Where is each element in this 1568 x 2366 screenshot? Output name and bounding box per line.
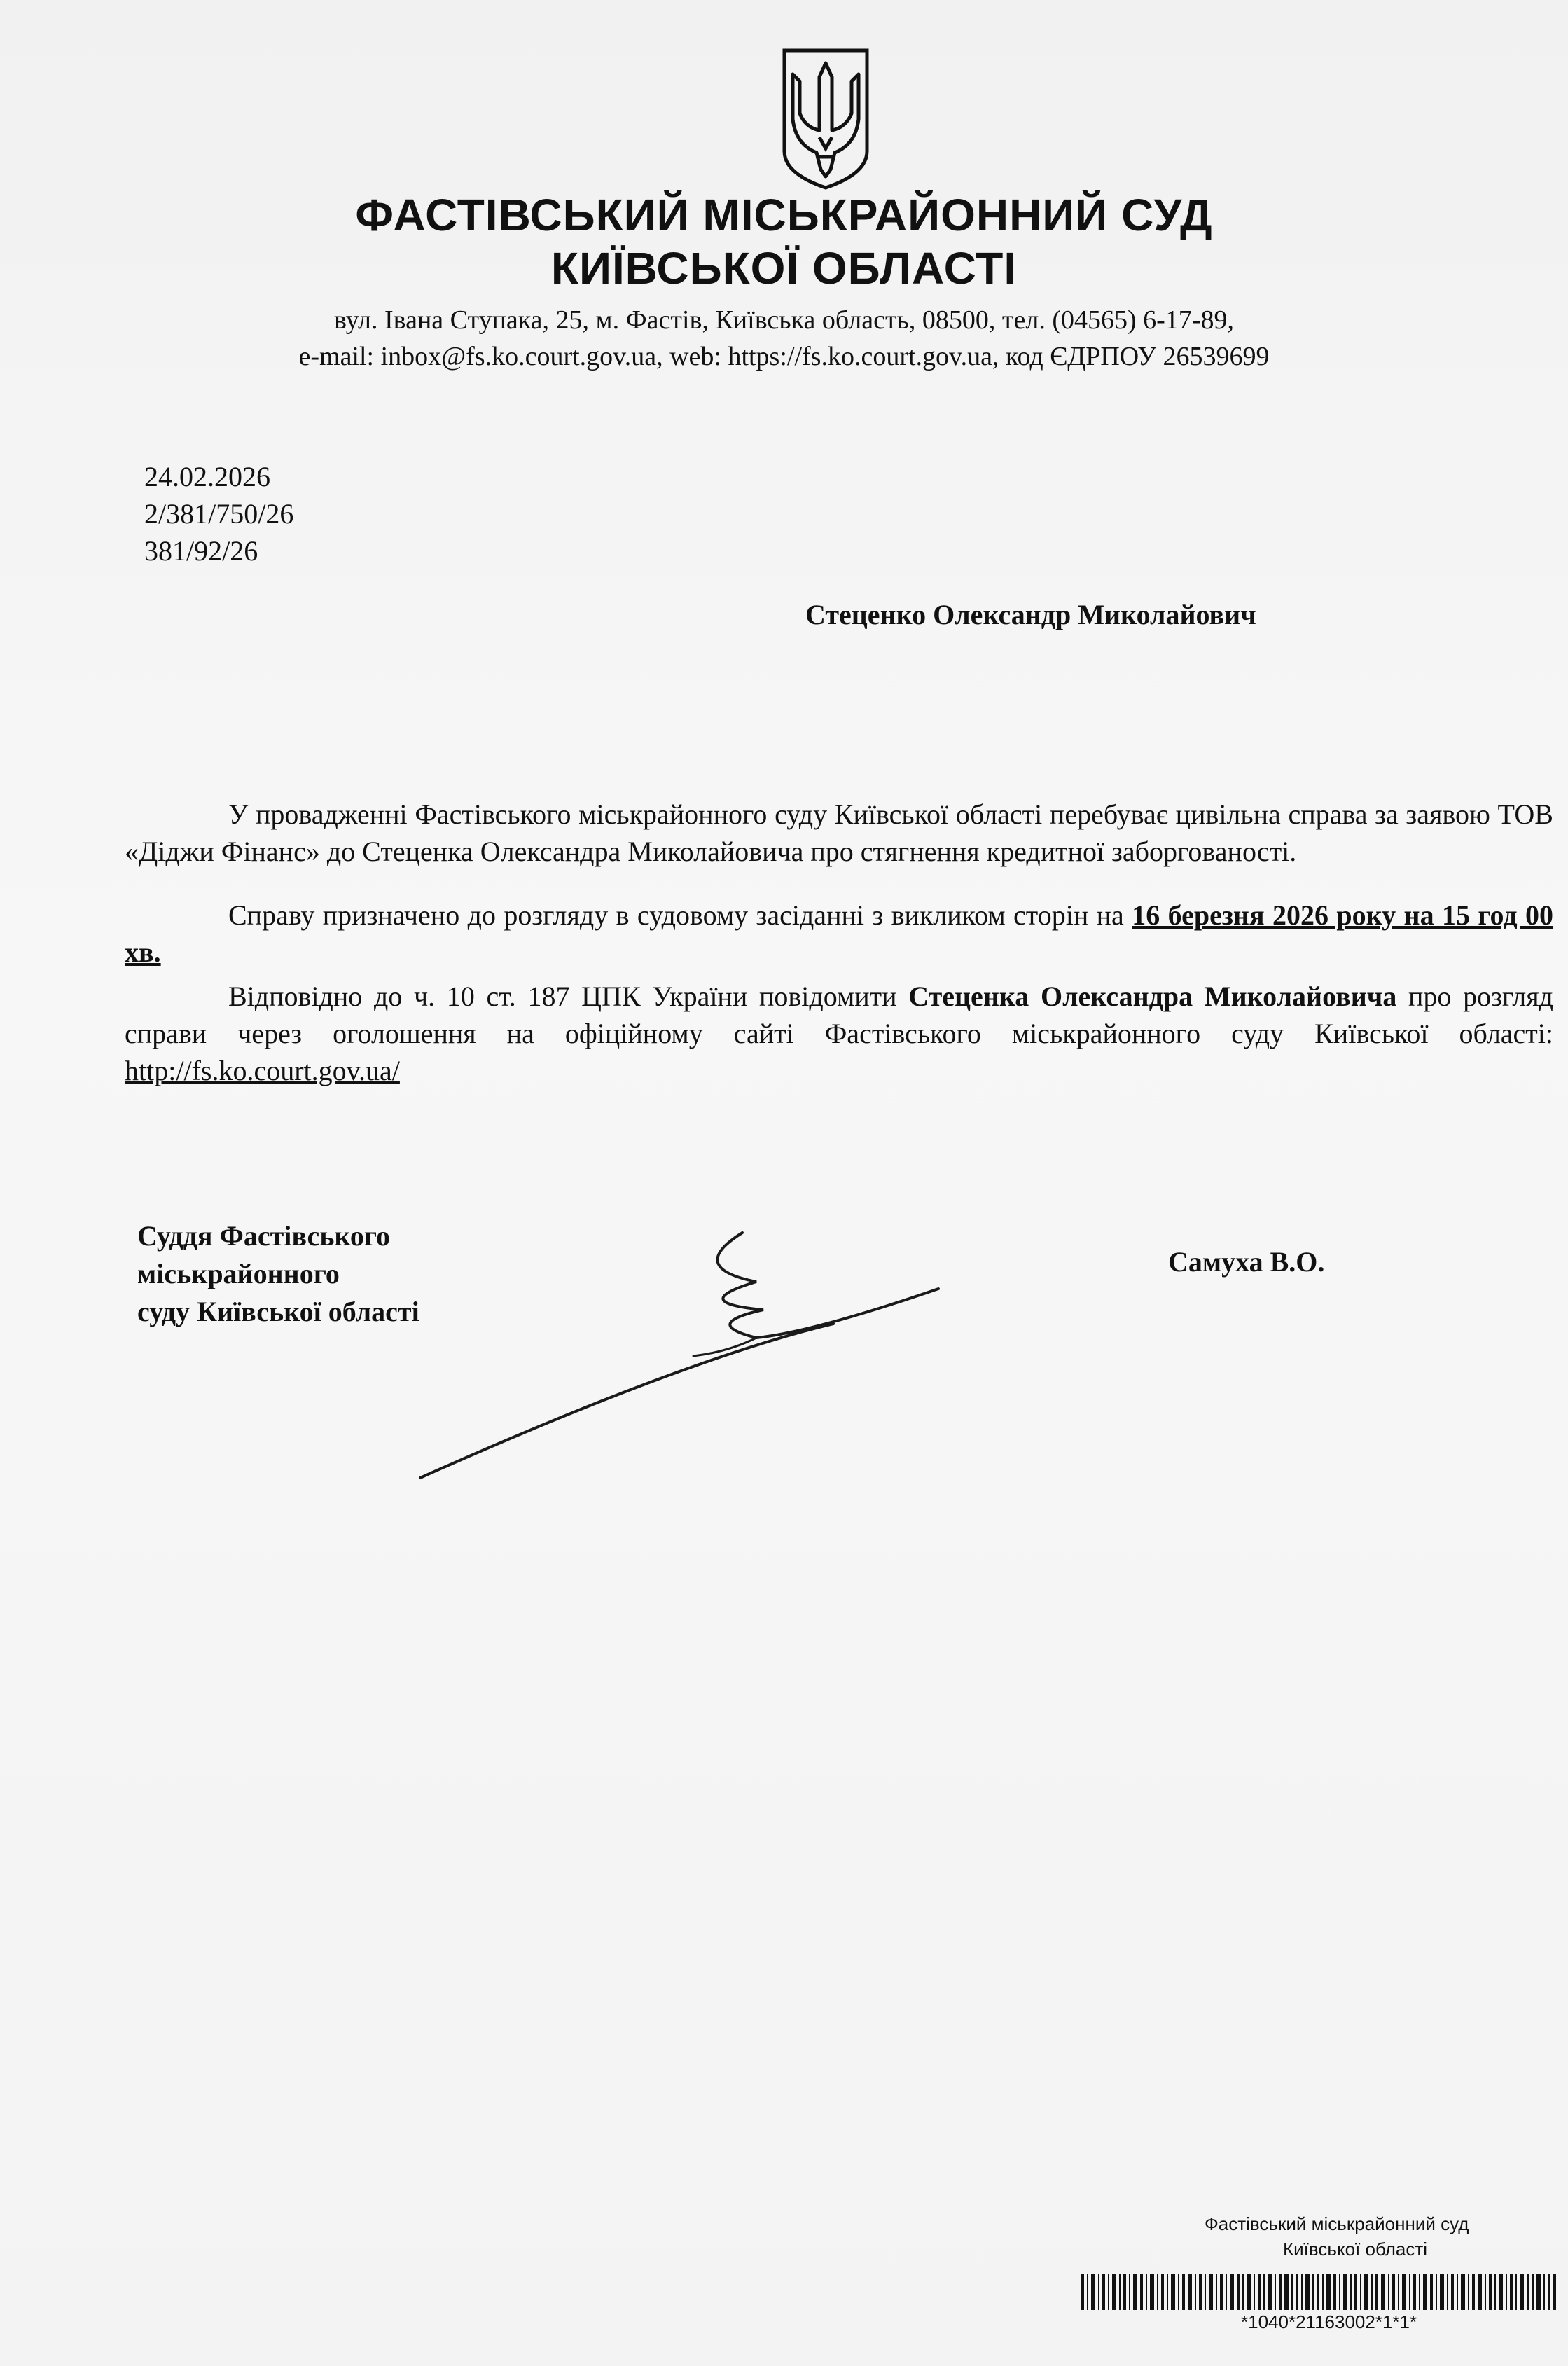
court-address: вул. Івана Ступака, 25, м. Фастів, Київська область, 08500, тел. (04565) 6-17-89, [334, 305, 1234, 335]
paragraph-hearing [125, 897, 1553, 971]
registration-number: 2/381/750/26 [144, 498, 294, 530]
barcode-number: *1040*21163002*1*1* [1241, 2311, 1417, 2332]
court-name-line2: КИЇВСЬКОЇ ОБЛАСТІ [550, 243, 1018, 293]
stamp-line1: Фастівський міськрайонний суд [1205, 2213, 1469, 2234]
hearing-date: 16 березня 2026 року на 15 год 00 хв. [125, 899, 1554, 968]
court-name-line1: ФАСТІВСЬКИЙ МІСЬКРАЙОННИЙ СУД [355, 190, 1213, 240]
addressee-name: Стеценко Олександр Миколайович [805, 599, 1256, 630]
case-number: 381/92/26 [144, 535, 258, 567]
paragraph-proceedings: У провадженні Фастівського міськрайонного суду Київської області перебуває цивільна справа за заявою ТОВ «Діджи Фінанс» до Стеценка Олександра Миколайовича про стягнення кредитної заборгованості. [125, 798, 1553, 867]
notified-person: Стеценка Олександра Миколайовича [908, 981, 1397, 1012]
handwritten-signature [392, 1219, 980, 1485]
hearing-text: Справу призначено до розгляду в судовому засіданні з викликом сторін на [228, 899, 1132, 931]
trident-emblem-icon [779, 46, 873, 191]
document-date: 24.02.2026 [144, 461, 270, 492]
judge-title-line2: міськрайонного [137, 1258, 340, 1289]
court-website-link[interactable]: http://fs.ko.court.gov.ua/ [125, 1055, 400, 1086]
stamp-line2: Київської області [1283, 2239, 1428, 2260]
judge-title-line3: суду Київської області [137, 1296, 419, 1327]
judge-title [137, 1217, 419, 1331]
document-meta [144, 458, 293, 569]
notice-text-mid: про розгляд справи через оголошення на офіційному сайті Фастівського міськрайонного суду Київської області: [125, 981, 1554, 1049]
judge-title-line1: Суддя Фастівського [137, 1220, 391, 1252]
court-contacts: e-mail: inbox@fs.ko.court.gov.ua, web: https://fs.ko.court.gov.ua, код ЄДРПОУ 26539699 [298, 342, 1270, 371]
notice-text-start: Відповідно до ч. 10 ст. 187 ЦПК України повідомити [228, 981, 909, 1012]
judge-name: Самуха В.О. [1168, 1246, 1325, 1278]
paragraph-notice [125, 978, 1553, 1089]
barcode-icon [1081, 2274, 1557, 2310]
